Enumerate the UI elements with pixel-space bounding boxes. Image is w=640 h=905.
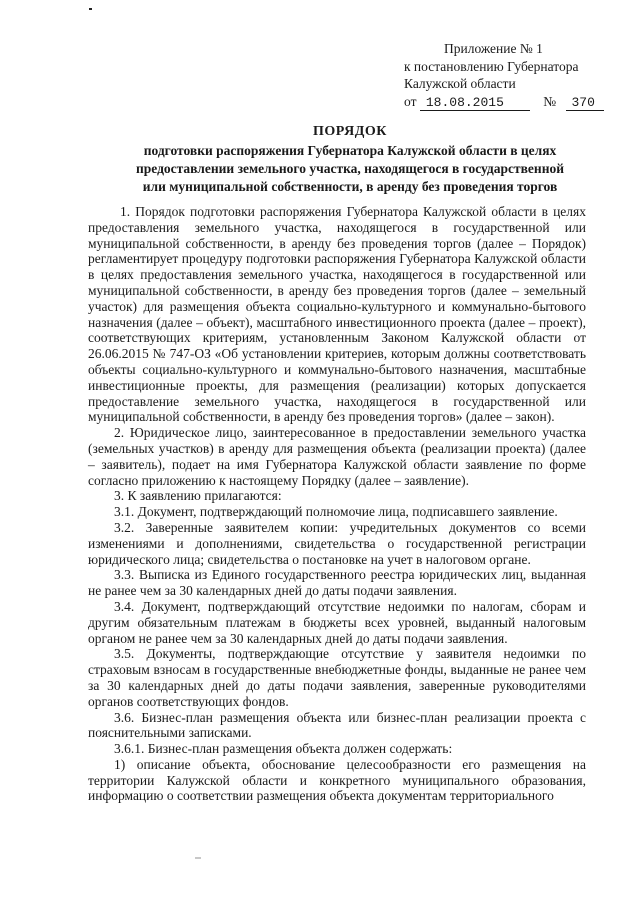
paragraph-3-3: 3.3. Выписка из Единого государственного реестра юридических лиц, выданная не ранее чем за 30 календарных дней до даты подачи заявления. (88, 567, 586, 599)
paragraph-1: 1. Порядок подготовки распоряжения Губернатора Калужской области в целях предоставления земельного участка, находящегося в государственной или муниципальной собственности, в аренду без проведения торгов (далее – Порядок) регламентирует процедуру подготовки распоряжения Губернатора Калужской области в целях предоставления земельного участка, находящегося в государственной или муниципальной собственности, в аренду без проведения торгов (далее – земельный участок) для размещения объекта социально-культурного и коммунально-бытового назначения (далее – объект), масштабного инвестиционного проекта (далее – проект), соответствующих критериям, установленным Законом Калужской области от 26.06.2015 № 747-ОЗ «Об установлении критериев, которым должны соответствовать объекты социально-культурного и коммунально-бытового назначения, масштабные инвестиционные проекты, для размещения (реализации) которых допускается предоставление земельного участка, находящегося в государственной или муниципальной собственности, в аренду без проведения торгов» (далее – закон). (88, 204, 586, 425)
paragraph-3-4: 3.4. Документ, подтверждающий отсутствие недоимки по налогам, сборам и другим обязательным платежам в бюджеты всех уровней, выданный налоговым органом не ранее чем за 30 календарных дней до даты подачи заявления. (88, 598, 586, 646)
heading-line-1: подготовки распоряжения Губернатора Калужской области в целях (143, 143, 557, 158)
paragraph-3: 3. К заявлению прилагаются: (114, 488, 282, 504)
number-sign: № (543, 93, 557, 109)
appendix-block (404, 40, 604, 111)
paragraph-3-6-1: 3.6.1. Бизнес-план размещения объекта должен содержать: (114, 741, 453, 757)
document-body (88, 204, 586, 804)
paragraph-3-2: 3.2. Заверенные заявителем копии: учредительных документов со всеми изменениями и дополнениями, свидетельства о государственной регистрации юридического лица; свидетельства о постановке на учет в налоговом органе. (88, 519, 586, 567)
paragraph-3-6-1-item-1: 1) описание объекта, обоснование целесообразности его размещения на территории Калужской области и конкретного муниципального образования, информацию о соответствии размещения объекта документам территориального (88, 756, 586, 804)
heading-line-3: или муниципальной собственности, в аренду без проведения торгов (142, 179, 558, 194)
paragraph-3-1: 3.1. Документ, подтверждающий полномочие лица, подписавшего заявление. (114, 504, 558, 520)
appendix-date-row (404, 93, 604, 111)
date-prefix: от (404, 93, 417, 109)
decree-number: 370 (566, 96, 604, 111)
heading-line-2: предоставлении земельного участка, находящегося в государственной (135, 161, 565, 176)
paragraph-3-5: 3.5. Документы, подтверждающие отсутствие у заявителя недоимки по страховым взносам в государственные внебюджетные фонды, выданные не ранее чем за 30 календарных дней до даты подачи заявления, заверенные руководителями органов соответствующих фондов. (88, 646, 586, 709)
paragraph-2: 2. Юридическое лицо, заинтересованное в предоставлении земельного участка (земельных участков) в аренду для размещения объекта (реализации проекта) (далее – заявитель), подает на имя Губернатора Калужской области заявление по форме согласно приложению к настоящему Порядку (далее – заявление). (88, 425, 586, 488)
scan-speck (89, 8, 92, 10)
decree-date: 18.08.2015 (420, 96, 530, 111)
document-heading (100, 123, 600, 196)
appendix-decree-ref: к постановлению Губернатора (404, 58, 579, 74)
heading-title: ПОРЯДОК (313, 124, 387, 139)
scan-speck-bottom (195, 857, 201, 859)
appendix-region: Калужской области (404, 76, 516, 91)
paragraph-3-6: 3.6. Бизнес-план размещения объекта или бизнес-план реализации проекта с пояснительными записками. (88, 709, 586, 741)
appendix-number: Приложение № 1 (444, 41, 543, 56)
